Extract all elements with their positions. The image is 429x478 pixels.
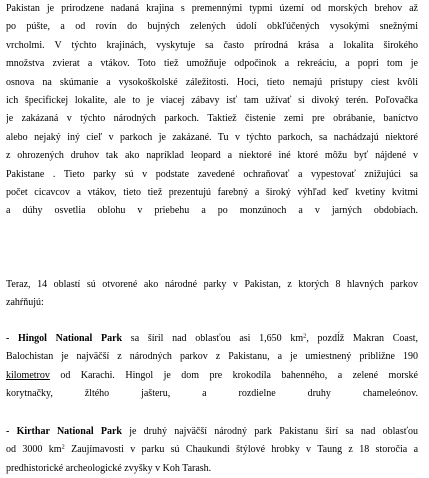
text-line: z ohrozených druhov tak ako napríklad leopard a niektoré iné ktoré môžu byť nájdené v bbox=[6, 150, 418, 162]
hingol-park-name: - Hingol National Park bbox=[6, 333, 123, 344]
text-line: od 3000 $km^2$ Zaujímavosti v parku sú Chaukundi štýlové hrobky v Taung z 18 storočia a bbox=[6, 443, 418, 456]
text-line: je zakázaná v týchto národných parkoch. Taktiež čistenie zemi pre obrábanie, baníctvo bbox=[6, 113, 418, 125]
text-line: zahŕňujú: bbox=[6, 297, 44, 309]
text-line: Balochistan je najväčší z národných parkov z Pakistanu, a je umiestnený približne 190 bbox=[6, 351, 418, 363]
hingol-first-line: sa šíril nad oblasťou asi 1,650 km bbox=[122, 333, 304, 344]
superscript: 2 bbox=[61, 443, 65, 451]
text-line: Pakistane . Tieto parky sú v podstate zavedené ochraňovať a vypestovať znižujúci sa bbox=[6, 168, 418, 180]
text-line bbox=[6, 330, 418, 348]
text-line: po púšte, a od rovín do bujných zelených údolí obkľúčených vysokými snežnými bbox=[6, 21, 418, 33]
text-line: ich špecifickej lokalite, ale to je viacej zábavy isť tam užívať si divoký terén. Poľovačka bbox=[6, 94, 418, 106]
text-line bbox=[6, 404, 418, 422]
text-line: predhistorické archeologické zvyšky v Koh Tarash. bbox=[6, 462, 212, 474]
text-line: Pakistan je prirodzene nadaná krajina s premennými typmi území od morských brehov až bbox=[6, 3, 418, 14]
paragraph-intro bbox=[6, 0, 418, 257]
text-line: osnova na skúmanie a vysokoškolské záležitosti. Hoci, tieto nemajú prístupy ciest kvôli bbox=[6, 76, 418, 88]
hingol-first-line-tail: , pozdĺž Makran Coast, bbox=[306, 333, 418, 344]
text-line: množstva zvierat a vtákov. Toto tiež umožňuje odpočinok a rekreáciu, a popri tom je bbox=[6, 58, 418, 70]
text-line: alebo nejaký iný cieľ v parkoch je zakázané. Tu v týchto parkoch, sa nachádzajú niektoré bbox=[6, 131, 418, 143]
text-line: kilometrov od Karachi. Hingol je dom pre krokodíla bahenného, a zelené morské bbox=[6, 369, 418, 381]
text-line bbox=[6, 221, 418, 239]
text-line: a dúhy osvetlia oblohu v priebehu a po monzúnoch a v jarných obdobiach. bbox=[6, 205, 418, 217]
kirthar-park-name: - Kirthar National Park bbox=[6, 426, 122, 437]
text-line: - Kirthar National Park je druhý najväčší národný park Pakistanu širí sa nad oblasťou bbox=[6, 426, 418, 437]
text-line: vrcholmi. V týchto krajinách, vyskytuje sa často prírodná krása a lokalita širokého bbox=[6, 39, 418, 51]
paragraph-parks bbox=[6, 276, 418, 313]
text-line: korytnačky, žltého jašteru, a rozdielne druhy chameleónov. bbox=[6, 388, 418, 400]
superscript: 2 bbox=[303, 332, 307, 340]
text-line: Teraz, 14 oblastí sú otvorené ako národné parky v Pakistan, z ktorých 8 hlavných parkov bbox=[6, 279, 418, 290]
paragraph-kirthar bbox=[6, 423, 418, 478]
paragraph-hingol bbox=[6, 330, 418, 422]
text-line: počet cicavcov a vtákov, tieto tiež prezentujú farebný a široký výhľad keď kvetiny kvitmi bbox=[6, 186, 418, 198]
text-line bbox=[6, 239, 418, 257]
underlined-word: kilometrov bbox=[6, 369, 50, 381]
